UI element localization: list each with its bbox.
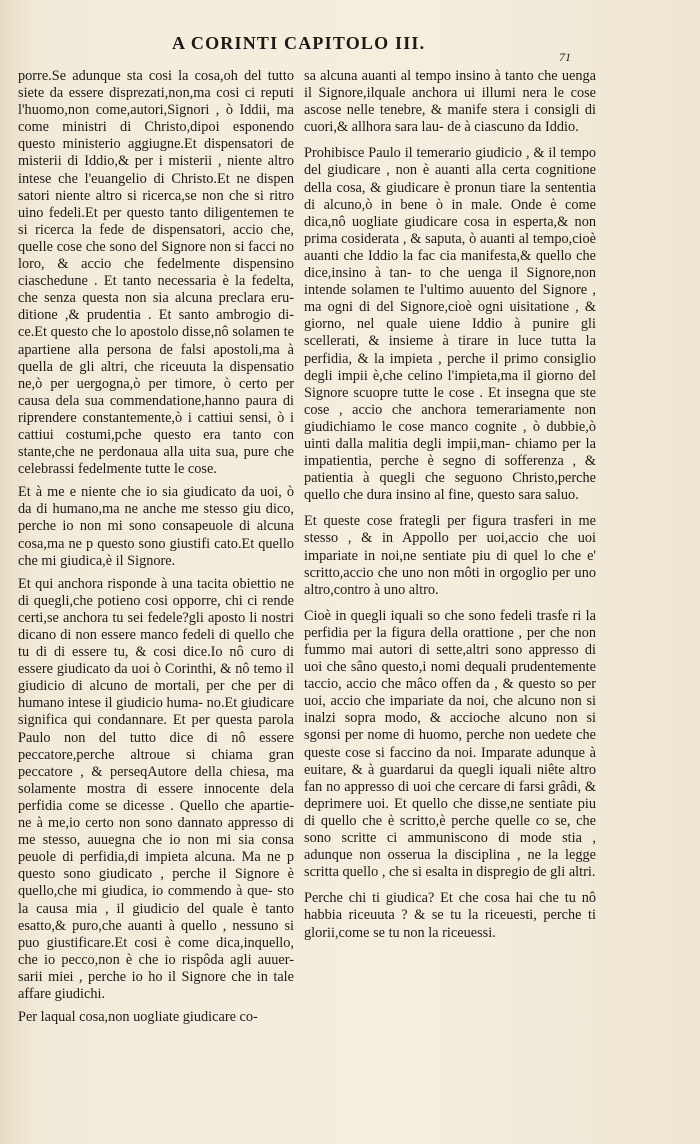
paragraph: Per laqual cosa,non uogliate giudicare co- [18,1009,258,1026]
paragraph: Prohibisce Paulo il temerario giudicio , & il tempo del giudicare , non è auanti alla certa cognitione della cosa, & giudicare è pronun tiare la sententia di alcuno,ò in bene ò in male. Onde è come dica,nô uogliate giudicare cosa in esperta,& non prima cosiderata , & saputa, ò auanti al tempo,cioè auanti che Iddio la fac cia manifesta,& quello che dice,insino à tan- to che uenga il Signore,non intende solamen te l'ultimo auuento del Signore , ma ogni di del Signore,cioè ogni uisitatione , & giorno, nel quale uiene Iddio à punire gli scellerati, & insieme à tirare in luce tutta la perfidia, & la impieta , perche il primo consiglio degli impii è,che celino l'impieta,ma il giorno del Signore scuopre tutte le cose . Et insegna que ste cose , accio che anchora temerariamente non giudichiamo le cose manco cognite , ò dubbie,ò uinti dalla malitia degli impii,man- chiamo per la impatientia, perche è segno di sofferenza , & patientia à quegli che seguono Christo,perche quello che dura insino al fine, questo sara saluo. [304,145,596,504]
paragraph: Et qui anchora risponde à una tacita obiettio ne di quegli,che potieno cosi opporre, chi ci rende certi,se anchora tu sei fedele?gli aposto li nostri dicano di non essere manco fedeli di quello che tu di di essere tu, & cosi dice.Io nô curo di essere giudicato da uoi ò Corinthi, & nô temo il giudicio di alcuno de mortali, per che per di humano intese il giudicio huma- no.Et giudicare significa qui condannare. Et per questa parola Paulo non del tutto dice di nô essere peccatore,perche altroue si chiama gran peccatore , & perseqAutore della chiesa, ma solamente mostra di essere innocente dela perfidia come se dicesse . Quello che apartie- ne à me,io certo non sono dannato appresso di me stesso, auuegna che io non mi sia consa peuole di perfidia,di impieta alcuna. Ma ne p questo sono giudicato , perche il Signore è quello,che mi giudica, io commendo à que- sto la causa mia , il giudicio del quale è tanto esatto,& puro,che auanti à quello , nessuno si puo giustificare.Et cosi è come dica,inquello, che io pecco,non è che io rispôda agli auuer- sarii miei , perche io ho il Signore che in tale affare giudichi. [18,575,294,1002]
paragraph: sa alcuna auanti al tempo insino à tanto che uenga il Signore,ilquale anchora ui illumi nera le cose ascose nelle tenebre, & manife stera i consigli di cuori,& allhora sara lau- de à ciascuno da Iddio. [304,68,596,136]
running-title: A CORINTI CAPITOLO III. [172,33,426,53]
paragraph: porre.Se adunque sta cosi la cosa,oh del tutto siete da essere disprezati,non,ma cosi ci reputi l'huomo,non come,autori,Signori , ò Iddii, ma come ministri di Christo,dipoi esponendo questo ministerio aggiugne.Et dispensatori de misterii di Iddio,& per i misterii , niente altro intese che l'euangelio di Christo.Et ne dispen satori niente altro si ricerca,se non che si ritro uino fedeli.Et per questo tanto diligentemen te si ricerca la fede de dispensatori, accio che, quelle cose che sono del Signore non si facci no loro, & accio che fedelmente dispensino ciaschedune . Et tanto necessaria è la fedelta, che senza questa non sia alcuna preclara eru- ditione ,& prudentia . Et santo ambrogio di- ce.Et questo che lo apostolo disse,nô solamen te apartiene alla persona de falsi apostoli,ma à quella de gli altri, che riceuuta la dispensatio ne,ò per uergogna,ò per timore, ò certo per causa dela sua commendatione,hanno paura di riprendere constantemente,ò i cattiui sensi, ò i cattiui costumi,pche questo era tanto con stante,che ne perdonaua alla uita sua, pure che celebrassi fedelmente tutte le cose. [18,68,294,478]
left-column [18,68,294,1032]
right-column [304,68,596,951]
paragraph: Et à me e niente che io sia giudicato da uoi, ò da di humano,ma ne anche me stesso giu dico, perche io non mi sono consapeuole di alcuna cosa,ma ne p questo sono giustifi cato.Et quello che mi giudica,è il Signore. [18,484,294,569]
paragraph: Cioè in quegli iquali so che sono fedeli trasfe ri la perfidia per la figura della orattione , per che non fummo mai autori di sette,altri sono appresso di uoi che sâno questo,i nomi dequali prudentemente taccio, accio che mâco offen da , & questo so per uoi, accio che impariate da noi, che alcuno non si inalzi sopra modo, & accioche alcuno non si sgonsi per nome di huomo, perche non uedete che queste cose si faccino da noi. Imparate adunque à euitare, & à guardarui da quegli iquali niête altro fan no appresso di uoi che cercare di farsi grâdi, & deprimere uoi. Et quello che disse,ne sentiate piu di quello che è scritto,è perche quelle co se, che sono scritte ci ammuniscono di mode stia , adunque non osserua la disciplina , ne la legge scritta quello , che si esalta in dispregio de gli altri. [304,607,596,881]
folio-number: 71 [559,50,571,64]
paragraph: Et queste cose frategli per figura trasferi in me stesso , & in Appollo per uoi,accio che uoi impariate in noi,ne sentiate piu di quel lo che e' scritto,accio che uno non môti in orgoglio per uno altro,contro à uno altro. [304,513,596,598]
paragraph: Perche chi ti giudica? Et che cosa hai che tu nô habbia riceuuta ? & se tu la riceuesti, perche ti glorii,come se tu non la riceuessi. [304,890,596,941]
